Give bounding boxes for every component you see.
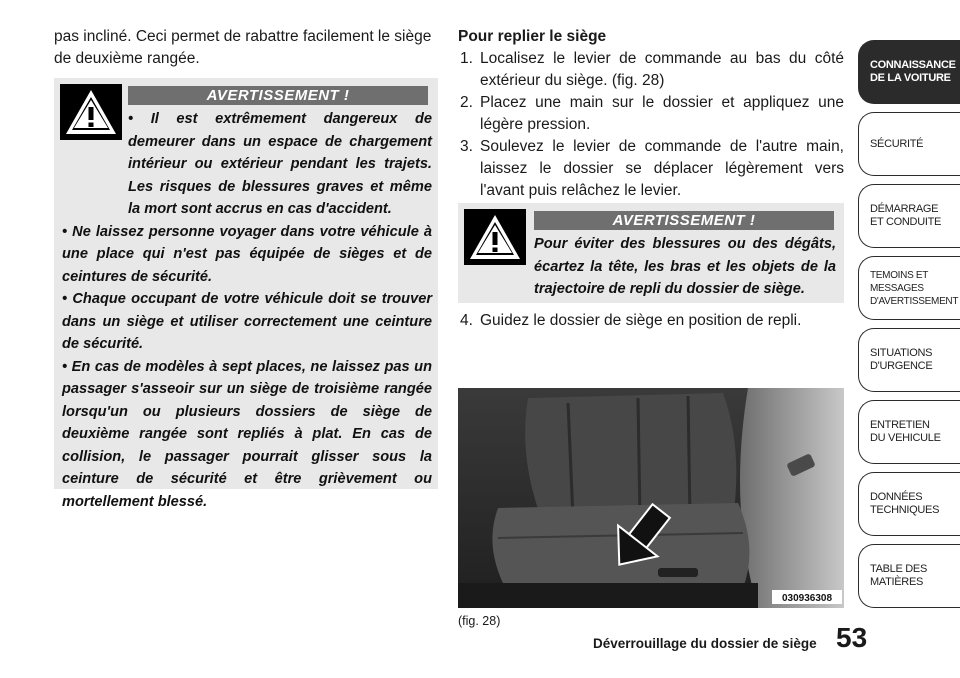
warning-item: • En cas de modèles à sept places, ne laissez pas un passager s'asseoir sur un siège de troisième rangée lorsqu'un ou plusieurs dossiers de siège de deuxième rangée sont repliés à plat. En cas de collision, le passager pourrait glisser sous la ceinture de sécurité et être grièvement ou mortellement blessé.: [62, 358, 432, 510]
step-number: 1.: [460, 50, 473, 67]
tab-table[interactable]: [858, 544, 960, 608]
warning-item: • Ne laissez personne voyager dans votre véhicule à une place qui n'est pas équipée de sièges et de ceintures de sécurité.: [62, 223, 432, 285]
tab-demarrage[interactable]: [858, 184, 960, 248]
tab-label: DONNÉES TECHNIQUES: [870, 491, 940, 516]
tab-situations[interactable]: [858, 328, 960, 392]
tab-connaissance[interactable]: [858, 40, 960, 104]
warning-item: • Il est extrêmement dangereux de demeurer dans un espace de chargement intérieur ou extérieur pendant les trajets. Les risques de blessures graves et même la mort sont accrus en cas d'accident.: [128, 111, 432, 217]
tab-label: SÉCURITÉ: [870, 137, 924, 150]
step-text: Placez une main sur le dossier et appliquez une légère pression.: [480, 94, 844, 133]
tab-entretien[interactable]: [858, 400, 960, 464]
warning-item: • Chaque occupant de votre véhicule doit se trouver dans un siège et utiliser correctement une ceinture de sécurité.: [62, 291, 432, 352]
tab-donnees[interactable]: [858, 472, 960, 536]
tab-label: SITUATIONS D'URGENCE: [870, 347, 933, 372]
step-number: 4.: [460, 312, 473, 329]
page-number: 53: [836, 622, 868, 653]
chapter-tabs: [858, 0, 960, 678]
warning-box-left: [54, 78, 438, 510]
seat-photo: [458, 388, 844, 608]
figure-label: (fig. 28): [458, 614, 501, 628]
warning-title: AVERTISSEMENT !: [534, 211, 834, 230]
warning-text: Pour éviter des blessures ou des dégâts, écartez la tête, les bras et les objets de la trajectoire de repli du dossier de siège.: [534, 236, 836, 297]
step-4: [458, 310, 866, 332]
warning-box-right: [458, 203, 844, 303]
tab-label: TABLE DES MATIÈRES: [870, 563, 928, 588]
step-number: 2.: [460, 94, 473, 111]
step-1: [458, 48, 844, 92]
step-3: [458, 136, 844, 202]
warning-body: [62, 108, 432, 513]
step-2: [458, 92, 844, 136]
tab-label: ENTRETIEN DU VEHICULE: [870, 419, 941, 444]
tab-label: TEMOINS ET MESSAGES D'AVERTISSEMENT: [870, 269, 959, 307]
instructions: [458, 26, 844, 202]
tab-securite[interactable]: [858, 112, 960, 176]
tab-temoins[interactable]: [858, 256, 960, 320]
step-number: 3.: [460, 138, 473, 155]
warning-title: AVERTISSEMENT !: [128, 86, 428, 105]
step-text: Soulevez le levier de commande de l'autre main, laissez le dossier se déplacer légèrement vers l'avant puis relâchez le levier.: [480, 138, 844, 199]
figure-caption: Déverrouillage du dossier de siège: [593, 636, 817, 651]
tab-label: DÉMARRAGE ET CONDUITE: [870, 203, 942, 228]
tab-label: CONNAISSANCE DE LA VOITURE: [870, 59, 956, 84]
photo-code: 030936308: [781, 593, 833, 604]
warning-body: [468, 233, 836, 301]
section-heading: Pour replier le siège: [458, 28, 607, 45]
step-text: Localisez le levier de commande au bas du côté extérieur du siège. (fig. 28): [480, 50, 844, 89]
intro-paragraph: pas incliné. Ceci permet de rabattre facilement le siège de deuxième rangée.: [54, 28, 432, 67]
step-text: Guidez le dossier de siège en position de repli.: [480, 312, 802, 329]
